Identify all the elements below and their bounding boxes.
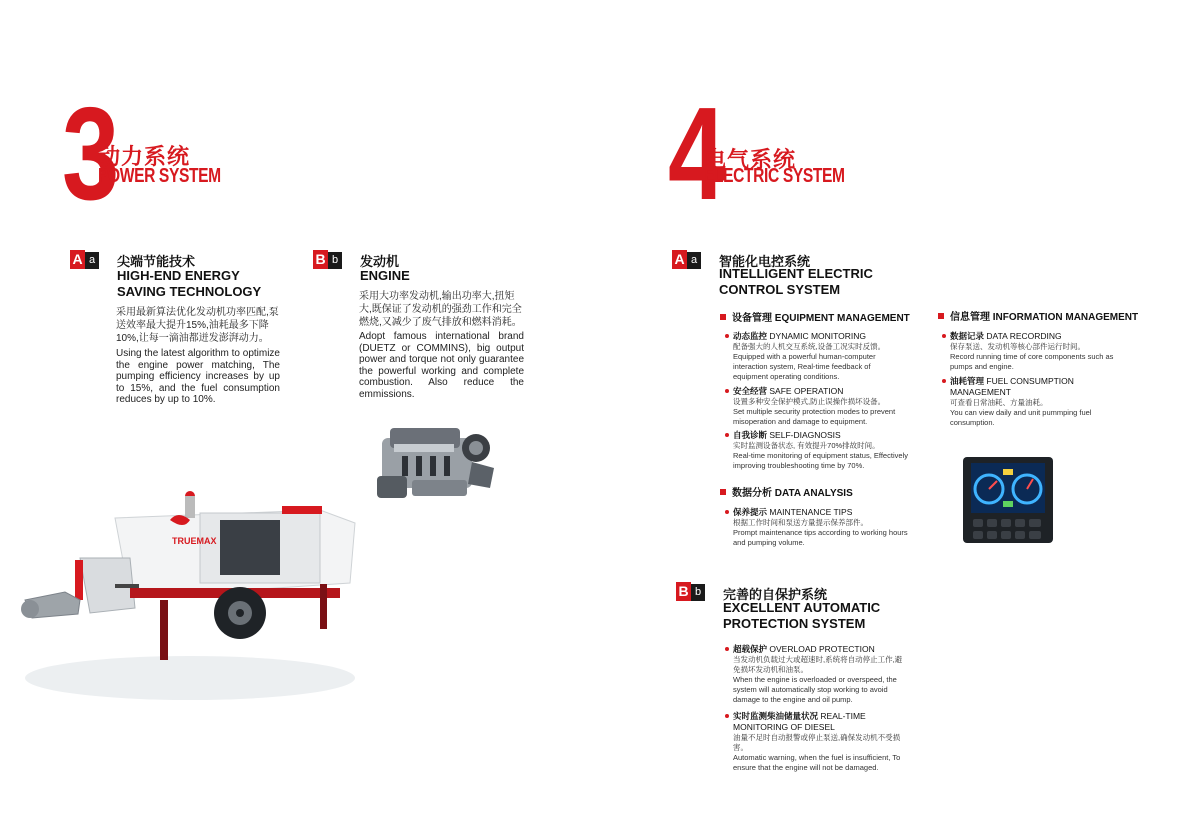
subtitle-cn: 完善的自保护系统 bbox=[723, 587, 828, 602]
section-number-3: 3 bbox=[62, 80, 120, 227]
subtitle-en: ENGINE bbox=[360, 268, 410, 283]
badge-a: A a bbox=[70, 250, 100, 269]
section-title-cn: 动力系统 bbox=[98, 144, 191, 169]
body-cn: 采用最新算法优化发动机功率匹配,泵送效率最大提升15%,油耗最多下降10%,让每一滴油都迸发澎湃动力。 bbox=[116, 307, 279, 344]
information-management-heading: 信息管理 INFORMATION MANAGEMENT bbox=[938, 308, 1138, 323]
engine-image bbox=[372, 418, 500, 506]
list-item: 动态监控 DYNAMIC MONITORING 配备强大的人机交互系统,设备工况实时反馈。 Equipped with a powerful human-computer interaction system, Real-time feedback of equipment operating conditions. bbox=[733, 331, 886, 381]
subtitle-en-line1: INTELLIGENT ELECTRIC bbox=[719, 266, 873, 281]
subtitle-en-line2: PROTECTION SYSTEM bbox=[723, 616, 866, 631]
subtitle-cn: 尖端节能技术 bbox=[117, 254, 196, 269]
concrete-pump-image bbox=[20, 488, 365, 708]
data-analysis-heading: 数据分析 DATA ANALYSIS bbox=[720, 484, 853, 499]
body-en: Adopt famous international brand (DUETZ or COMMINS), big output power and torque not only guarantee the powerful working and complete combustion. Also reduce the emmissions. bbox=[359, 331, 524, 400]
list-item: 数据记录 DATA RECORDING 保存泵送、发动机等核心部件运行时间。 Record running time of core components such as pumps and engine. bbox=[950, 331, 1114, 371]
section-title-en: ELECTRIC SYSTEM bbox=[704, 165, 845, 187]
subtitle-en-line2: SAVING TECHNOLOGY bbox=[117, 284, 262, 299]
section-title-en: POWER SYSTEM bbox=[98, 165, 221, 187]
list-item: 保养提示 MAINTENANCE TIPS 根据工作时间和泵送方量提示保养部件。 Prompt maintenance tips according to working hours and pumping volume. bbox=[733, 507, 908, 547]
equipment-management-heading: 设备管理 EQUIPMENT MANAGEMENT bbox=[720, 309, 910, 324]
subtitle-en-line1: HIGH-END ENERGY bbox=[117, 268, 240, 283]
control-display-image bbox=[963, 457, 1053, 543]
section-title-cn: 电气系统 bbox=[704, 147, 797, 172]
subtitle-en-line2: CONTROL SYSTEM bbox=[719, 282, 841, 297]
list-item: 自我诊断 SELF-DIAGNOSIS 实时监测设备状态, 有效提升70%排故时间。 Real-time monitoring of equipment status, Effectively improving troubleshooting time by 70%. bbox=[733, 430, 908, 470]
section-number-4: 4 bbox=[668, 80, 726, 227]
list-item: 实时监测柴油储量状况 REAL-TIME MONITORING OF DIESEL 油量不足时自动报警或停止泵送,确保发动机不受损害。 Automatic warning, when the fuel is insufficient, To ensure that the engine will not be damaged. bbox=[733, 711, 901, 772]
badge-b: B b bbox=[313, 250, 343, 269]
subtitle-cn: 智能化电控系统 bbox=[719, 254, 811, 269]
list-item: 油耗管理 FUEL CONSUMPTION MANAGEMENT 可查看日常油耗、方量油耗。 You can view daily and unit pummping fuel consumption. bbox=[950, 376, 1092, 427]
subtitle-en-line1: EXCELLENT AUTOMATIC bbox=[723, 600, 881, 615]
subtitle-cn: 发动机 bbox=[360, 254, 400, 269]
body-cn: 采用大功率发动机,输出功率大,扭矩大,既保证了发动机的强劲工作和完全燃烧,又减少了废气排放和燃料消耗。 bbox=[359, 291, 522, 328]
body-en: Using the latest algorithm to optimize the engine power matching, The pumping efficiency increases by up to 15%, and the fuel consumption reduces by up to 10%. bbox=[116, 348, 280, 405]
badge-b: B b bbox=[676, 582, 706, 601]
badge-a: A a bbox=[672, 250, 702, 269]
list-item: 安全经营 SAFE OPERATION 设置多种安全保护模式,防止误操作损坏设备。 Set multiple security protection modes to prevent misoperation and damage to equipment. bbox=[733, 386, 896, 426]
pump-brand-text: TRUEMAX bbox=[172, 536, 217, 546]
list-item: 超载保护 OVERLOAD PROTECTION 当发动机负载过大或超速时,系统将自动停止工作,避免损坏发动机和油泵。 When the engine is overloaded or overspeed, the system will automatically stop working to avoid damage to the engine and oil pump. bbox=[733, 644, 903, 704]
